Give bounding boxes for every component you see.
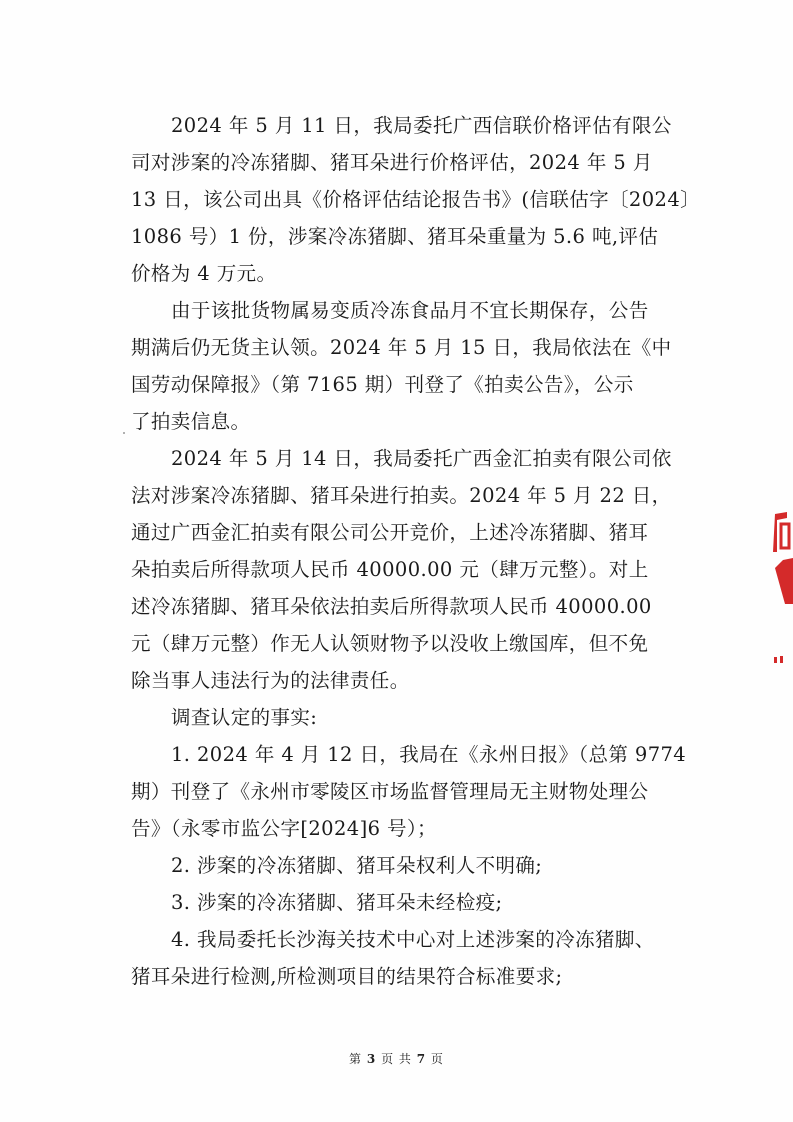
page-number-middle: 页 共 bbox=[381, 1052, 412, 1066]
text-line: 1. 2024 年 4 月 12 日，我局在《永州日报》（总第 9774 bbox=[171, 743, 687, 766]
text-line: 2024 年 5 月 11 日，我局委托广西信联价格评估有限公 bbox=[171, 114, 672, 137]
text-line: 国劳动保障报》（第 7165 期）刊登了《拍卖公告》，公示 bbox=[131, 373, 634, 396]
fact-item-1 bbox=[131, 736, 686, 847]
paragraph-announcement bbox=[131, 292, 686, 440]
text-line: 司对涉案的冷冻猪脚、猪耳朵进行价格评估，2024 年 5 月 bbox=[131, 151, 653, 174]
fact-item-2: 2. 涉案的冷冻猪脚、猪耳朵权利人不明确; bbox=[171, 854, 543, 877]
scan-speck bbox=[123, 432, 125, 434]
document-body bbox=[131, 107, 701, 995]
text-line: 价格为 4 万元。 bbox=[131, 262, 277, 285]
text-line: 通过广西金汇拍卖有限公司公开竞价，上述冷冻猪脚、猪耳 bbox=[131, 521, 649, 544]
text-line: 了拍卖信息。 bbox=[131, 410, 251, 433]
text-line: 法对涉案冷冻猪脚、猪耳朵进行拍卖。2024 年 5 月 22 日， bbox=[131, 484, 672, 507]
text-line: 1086 号）1 份，涉案冷冻猪脚、猪耳朵重量为 5.6 吨,评估 bbox=[131, 225, 659, 248]
text-line: 13 日，该公司出具《价格评估结论报告书》(信联估字〔2024〕 bbox=[131, 188, 701, 211]
text-line: 除当事人违法行为的法律责任。 bbox=[131, 669, 410, 692]
section-heading: 调查认定的事实: bbox=[171, 706, 318, 729]
text-line: 猪耳朵进行检测,所检测项目的结果符合标准要求; bbox=[131, 965, 563, 988]
text-line: 朵拍卖后所得款项人民币 40000.00 元（肆万元整）。对上 bbox=[131, 558, 649, 581]
page-number-current: 3 bbox=[366, 1052, 377, 1066]
paragraph-auction bbox=[131, 440, 686, 699]
page-number-suffix: 页 bbox=[430, 1052, 444, 1066]
text-line: 2024 年 5 月 14 日，我局委托广西金汇拍卖有限公司依 bbox=[171, 447, 672, 470]
page-number-prefix: 第 bbox=[349, 1052, 363, 1066]
fact-item-3: 3. 涉案的冷冻猪脚、猪耳朵未经检疫; bbox=[171, 891, 503, 914]
text-line: 期）刊登了《永州市零陵区市场监督管理局无主财物处理公 bbox=[131, 780, 649, 803]
seal-edge-mark-icon bbox=[773, 654, 787, 666]
text-line: 4. 我局委托长沙海关技术中心对上述涉案的冷冻猪脚、 bbox=[171, 928, 655, 951]
paragraph-valuation bbox=[131, 107, 701, 292]
text-line: 述冷冻猪脚、猪耳朵依法拍卖后所得款项人民币 40000.00 bbox=[131, 595, 652, 618]
text-line: 元（肆万元整）作无人认领财物予以没收上缴国库，但不免 bbox=[131, 632, 649, 655]
page-number bbox=[0, 1050, 793, 1067]
page-number-total: 7 bbox=[416, 1052, 427, 1066]
fact-item-4 bbox=[131, 921, 686, 995]
red-seal-fragment-icon bbox=[769, 508, 793, 608]
text-line: 由于该批货物属易变质冷冻食品月不宜长期保存，公告 bbox=[171, 299, 649, 322]
text-line: 期满后仍无货主认领。2024 年 5 月 15 日，我局依法在《中 bbox=[131, 336, 672, 359]
text-line: 告》（永零市监公字[2024]6 号）； bbox=[131, 817, 437, 840]
